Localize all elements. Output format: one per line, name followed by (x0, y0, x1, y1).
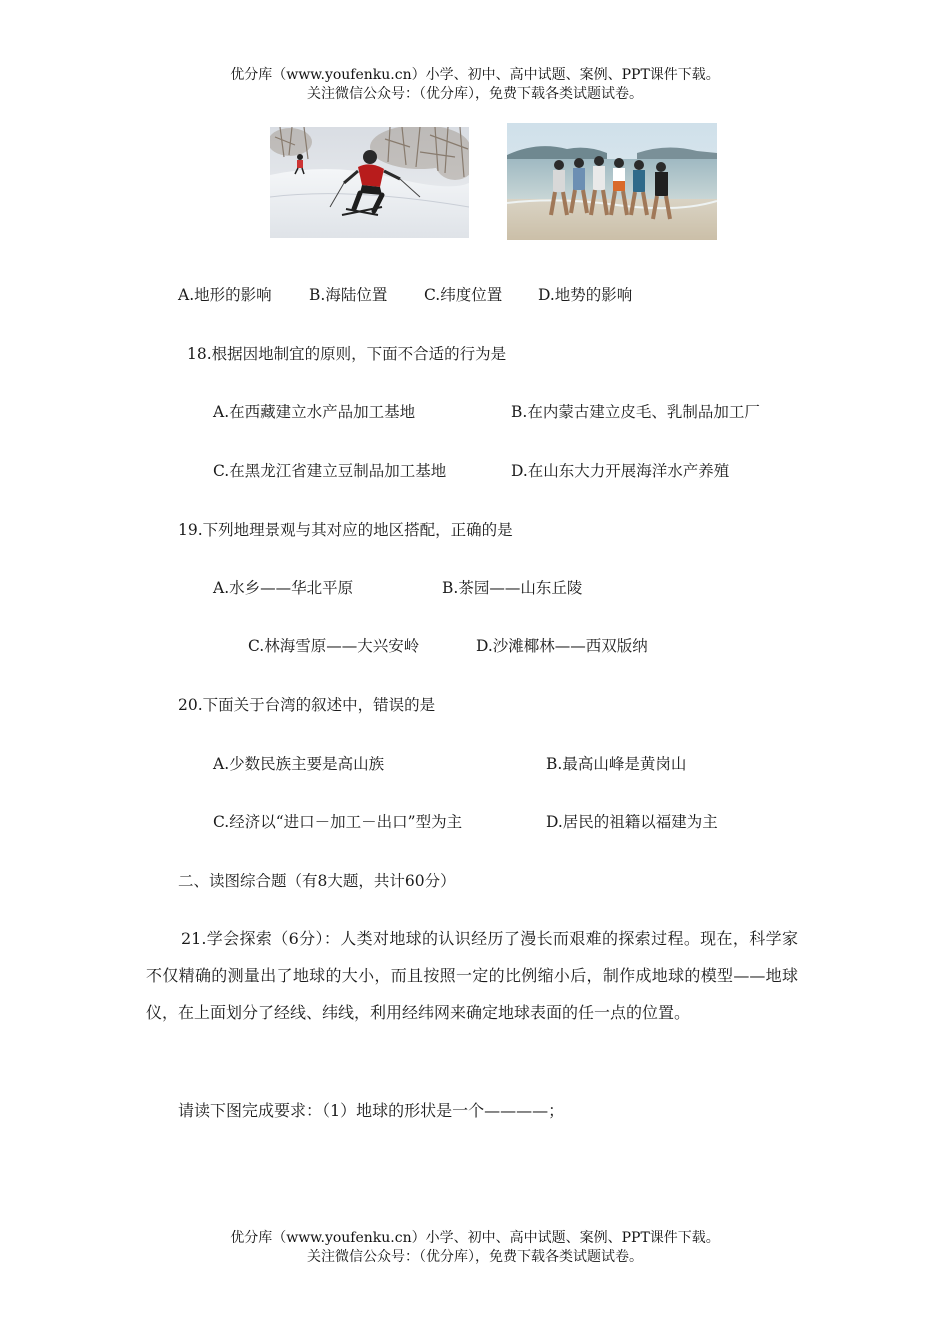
q20-options-row-1 (0, 753, 950, 775)
q18-options-row-2 (0, 460, 950, 482)
header-line-2: 关注微信公众号：（优分库），免费下载各类试题试卷。 (307, 86, 643, 102)
q20-option-b: B.最高山峰是黄岗山 (546, 755, 687, 773)
q21-text: 21.学会探索（6分）：人类对地球的认识经历了漫长而艰难的探索过程。现在，科学家不仅精确的测量出了地球的大小，而且按照一定的比例缩小后，制作成地球的模型——地球仪，在上面划分了经线、纬线，利用经纬网来确定地球表面的任一点的位置。 (146, 929, 798, 1022)
q18-stem: 18.根据因地制宜的原则，下面不合适的行为是 (187, 345, 507, 363)
section-2-title: 二、读图综合题（有8大题，共计60分） (178, 872, 456, 890)
q19-options-row-1 (0, 577, 950, 599)
q19-option-a: A.水乡——华北平原 (213, 579, 354, 597)
page-header (0, 66, 950, 104)
q19-stem: 19.下列地理景观与其对应的地区搭配，正确的是 (178, 521, 513, 539)
q19-option-b: B.茶园——山东丘陵 (442, 579, 583, 597)
q20-stem: 20.下面关于台湾的叙述中，错误的是 (178, 696, 436, 714)
q18-option-c: C.在黑龙江省建立豆制品加工基地 (213, 462, 447, 480)
skiing-photo (270, 127, 469, 238)
q18-options-row-1 (0, 401, 950, 423)
q18-option-a: A.在西藏建立水产品加工基地 (213, 403, 416, 421)
page-footer (0, 1229, 950, 1267)
q21-prompt: 请读下图完成要求：（1）地球的形状是一个————； (178, 1101, 565, 1120)
q20-option-c: C.经济以“进口－加工－出口”型为主 (213, 813, 463, 831)
q19-option-c: C.林海雪原——大兴安岭 (248, 637, 420, 655)
footer-line-2: 关注微信公众号：（优分库），免费下载各类试题试卷。 (307, 1249, 643, 1265)
q19-option-d: D.沙滩椰林——西双版纳 (476, 637, 648, 655)
footer-line-1: 优分库（www.youfenku.cn）小学、初中、高中试题、案例、PPT课件下载。 (230, 1230, 720, 1246)
q17-options (0, 284, 950, 306)
q17-option-d: D.地势的影响 (538, 286, 633, 304)
q18-option-d: D.在山东大力开展海洋水产养殖 (511, 462, 730, 480)
q17-option-a: A.地形的影响 (178, 286, 272, 304)
beach-photo (507, 123, 717, 240)
q20-option-a: A.少数民族主要是高山族 (213, 755, 385, 773)
header-line-1: 优分库（www.youfenku.cn）小学、初中、高中试题、案例、PPT课件下载。 (230, 67, 720, 83)
q17-option-b: B.海陆位置 (309, 286, 388, 304)
q17-option-c: C.纬度位置 (424, 286, 503, 304)
q18-option-b: B.在内蒙古建立皮毛、乳制品加工厂 (511, 403, 760, 421)
q19-options-row-2 (0, 635, 950, 657)
q20-option-d: D.居民的祖籍以福建为主 (546, 813, 718, 831)
q20-options-row-2 (0, 811, 950, 833)
